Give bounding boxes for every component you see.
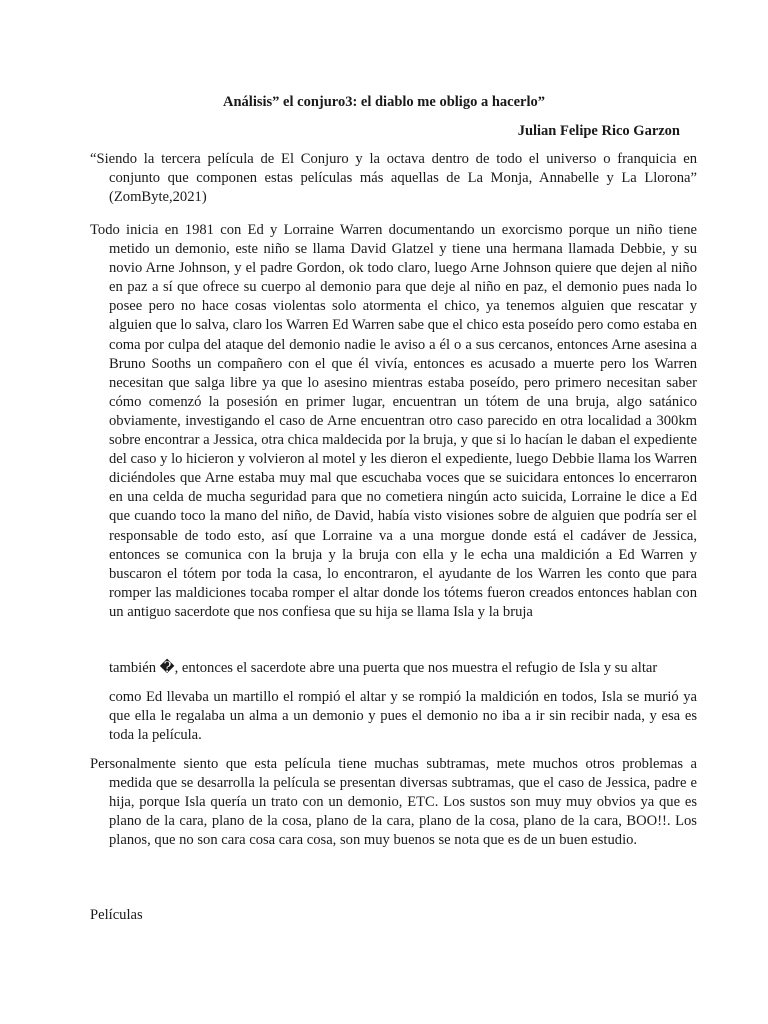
summary-continuation: también �, entonces el sacerdote abre una puerta que nos muestra el refugio de Isla y su altar xyxy=(109,660,658,676)
document-author: Julian Felipe Rico Garzon xyxy=(517,123,680,139)
document-title: Análisis” el conjuro3: el diablo me obligo a hacerlo” xyxy=(223,94,545,110)
summary-ending: como Ed llevaba un martillo el rompió el altar y se rompió la maldición en todos, Isla se murió ya que ella le regalaba un alma a un demonio y pues el demonio no iba a ir sin recibir nada, y esa es toda la película. xyxy=(109,689,697,744)
section-heading: Películas xyxy=(90,907,143,923)
quote-paragraph: “Siendo la tercera película de El Conjuro y la octava dentro de todo el universo o franquicia en conjunto que componen estas películas más aquellas de La Monja, Annabelle y La Llorona” (ZomByte,2021) xyxy=(90,151,697,206)
summary-paragraph: Todo inicia en 1981 con Ed y Lorraine Warren documentando un exorcismo porque un niño tiene metido un demonio, este niño se llama David Glatzel y tiene una hermana llamada Debbie, y su novio Arne Johnson, y el padre Gordon, ok todo claro, luego Arne Johnson quiere que dejen al niño en paz a sí que ofrece su cuerpo al demonio para que deje al niño en paz, el demonio pues nada lo posee pero no hace cosas violentas solo atormenta el chico, ya tenemos alguien que rescatar y alguien que lo salva, claro los Warren Ed Warren sabe que el chico esta poseído pero como estaba en coma por culpa del ataque del demonio nadie le aviso a él o a sus cercanos, entonces Arne asesina a Bruno Sooths un compañero con el que él vivía, entonces es acusado a muerte pero los Warren necesitan que salga libre ya que lo asesino mientras estaba poseído, pero primero necesitan saber cómo comenzó la posesión en primer lugar, encuentran un tótem de una bruja, algo satánico obviamente, investigando el caso de Arne encuentran otro caso parecido en otra localidad a 300km sobre encontrar a Jessica, otra chica maldecida por la bruja, y que si lo hacían le daban el expediente del caso y lo hicieron y volvieron al motel y les dieron el expediente, luego Debbie llama los Warren diciéndoles que Arne estaba muy mal que escuchaba voces que se suicidara entonces lo encerraron en una celda de mucha seguridad para que no cometiera ningún acto suicida, Lorraine le dice a Ed que cuando toco la mano del niño, de David, había visto visiones sobre de alguien que podría ser el responsable de todo esto, así que Lorraine va a una morgue donde está el cadáver de Jessica, entonces se comunica con la bruja y la bruja con ella y le echa una maldición a Ed Warren y buscaron el tótem por toda la casa, lo encontraron, el ayudante de los Warren les conto que para romper las maldiciones tocaba romper el altar donde los tótems fueron creados entonces hablan con un antiguo sacerdote que nos confiesa que su hija se llama Isla y la bruja xyxy=(90,222,697,620)
opinion-paragraph: Personalmente siento que esta película tiene muchas subtramas, mete muchos otros problemas a medida que se desarrolla la película se presentan diversas subtramas, que el caso de Jessica, padre e hija, porque Isla quería un trato con un demonio, ETC. Los sustos son muy muy obvios ya que es plano de la cara, plano de la cosa, plano de la cara, plano de la cosa, plano de la cara, BOO!!. Los planos, que no son cara cosa cara cosa, son muy buenos se nota que es de un buen estudio. xyxy=(90,756,697,849)
